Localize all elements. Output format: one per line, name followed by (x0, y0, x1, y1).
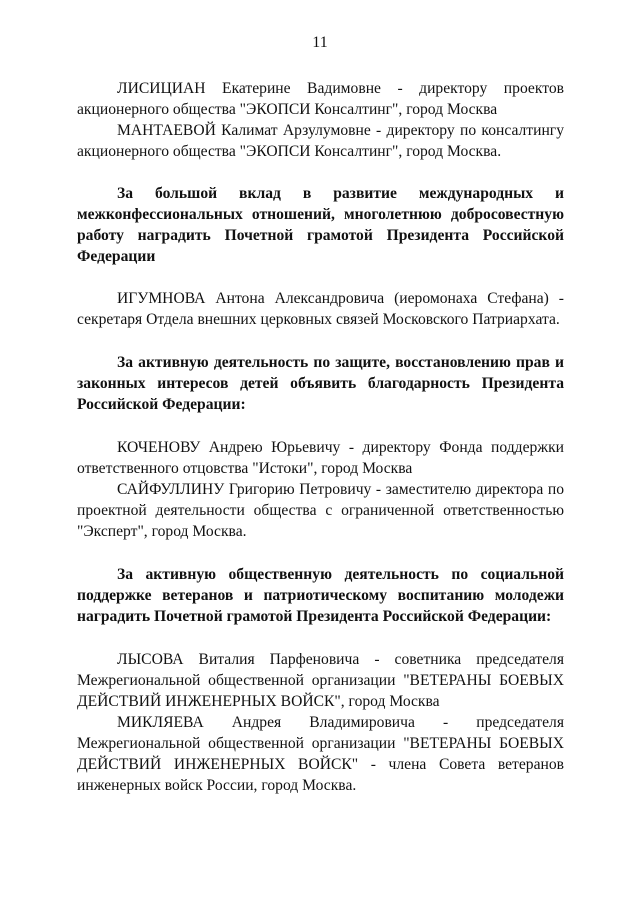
award-heading-interfaith: За большой вклад в развитие международных и межконфессиональных отношений, многолетнюю добросовестную работу наградить Почетной грамотой Президента Российской Федерации (77, 185, 564, 265)
award-entry-mantaeva: МАНТАЕВОЙ Калимат Арзулумовне - директору по консалтингу акционерного общества "ЭКОПСИ Консалтинг", город Москва. (77, 122, 564, 160)
award-entry-igumnov: ИГУМНОВА Антона Александровича (иеромонаха Стефана) - секретаря Отдела внешних церковных связей Московского Патриархата. (77, 290, 564, 328)
award-entry-miklyaev: МИКЛЯЕВА Андрея Владимировича - председателя Межрегиональной общественной организации "ВЕТЕРАНЫ БОЕВЫХ ДЕЙСТВИЙ ИНЖЕНЕРНЫХ ВОЙСК" - члена Совета ветеранов инженерных войск России, город Москва. (77, 714, 564, 794)
award-heading-veterans: За активную общественную деятельность по социальной поддержке ветеранов и патриотическому воспитанию молодежи наградить Почетной грамотой Президента Российской Федерации: (77, 566, 564, 625)
page-number: 11 (312, 34, 328, 51)
award-entry-lysov: ЛЫСОВА Виталия Парфеновича - советника председателя Межрегиональной общественной организации "ВЕТЕРАНЫ БОЕВЫХ ДЕЙСТВИЙ ИНЖЕНЕРНЫХ ВОЙСК", город Москва (77, 651, 564, 710)
award-entry-kochenov: КОЧЕНОВУ Андрею Юрьевичу - директору Фонда поддержки ответственного отцовства "Истоки", город Москва (77, 439, 564, 477)
award-entry-lisitsian: ЛИСИЦИАН Екатерине Вадимовне - директору проектов акционерного общества "ЭКОПСИ Консалтинг", город Москва (77, 80, 564, 118)
award-heading-children-rights: За активную деятельность по защите, восстановлению прав и законных интересов детей объявить благодарность Президента Российской Федерации: (77, 354, 564, 413)
award-entry-sayfullin: САЙФУЛЛИНУ Григорию Петровичу - заместителю директора по проектной деятельности общества с ограниченной ответственностью "Эксперт", город Москва. (77, 481, 564, 540)
document-body (77, 78, 564, 796)
